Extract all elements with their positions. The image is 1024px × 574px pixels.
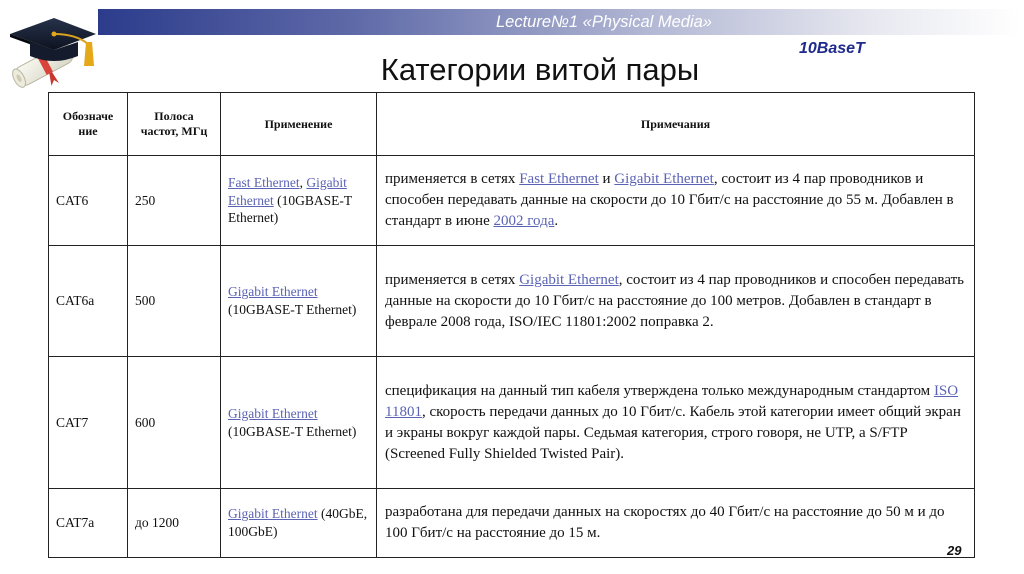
cell-category: CAT7a [49,489,128,558]
table-header-row [49,93,975,156]
cell-bandwidth: 500 [128,246,221,357]
text-run: , скорость передачи данных до 10 Гбит/с. Кабель этой категории имеет общий экран и экраны вокруг каждой пары. Седьмая категория, строго говоря, не UTP, а S/FTP (Screened Fully Shielded Twisted Pair). [385,403,961,462]
cell-application [221,246,377,357]
hyperlink[interactable]: Gigabit Ethernet [519,271,619,288]
text-run: разработана для передачи данных на скоростях до 40 Гбит/с на расстояние до 50 м и до 100 Гбит/с на расстояние до 15 м. [385,504,945,541]
text-run: , [299,174,307,190]
page-number: 29 [947,543,962,558]
header-bar [98,9,1020,35]
cell-category: CAT6 [49,156,128,246]
text-run: применяется в сетях [385,271,520,288]
slide-title: Категории витой пары [380,52,700,87]
hyperlink[interactable]: Fast Ethernet [228,174,300,190]
header-application: Применение [221,93,377,156]
graduation-cap-diploma-icon [2,4,98,94]
cell-bandwidth: до 1200 [128,489,221,558]
cable-categories-table [48,92,975,558]
cell-bandwidth: 250 [128,156,221,246]
cell-category: CAT7 [49,357,128,489]
text-run: (10GBASE-T Ethernet) [228,192,352,226]
hyperlink[interactable]: Fast Ethernet [519,171,599,187]
header-designation: Обозначе ние [49,93,128,156]
text-run: спецификация на данный тип кабеля утверждена только международным стандартом [385,382,934,399]
hyperlink[interactable]: Gigabit Ethernet [228,405,318,421]
cell-notes [377,357,975,489]
cell-application [221,357,377,489]
cell-notes [377,246,975,357]
text-run: , состоит из 4 пар проводников и способен передавать данные на скорости до 10 Гбит/с на расстояние до 55 м. Добавлен в стандарт в июне [385,171,954,229]
table-row [49,357,975,489]
text-run: . [554,213,559,229]
header-bandwidth: Полоса частот, МГц [128,93,221,156]
hyperlink[interactable]: Gigabit Ethernet [228,506,318,522]
cell-category: CAT6a [49,246,128,357]
cell-notes [377,156,975,246]
text-run: (10GBASE-T Ethernet) [228,423,357,439]
text-run: (40GbE, 100GbE) [228,506,368,539]
cell-application [221,489,377,558]
text-run: и [598,171,615,187]
text-run: , состоит из 4 пар проводников и способен передавать данные на скорости до 10 Гбит/с на расстояние до 100 метров. Добавлен в стандарт в феврале 2008 года, ISO/IEC 11801:2002 поправка 2. [385,271,964,330]
hyperlink[interactable]: Gigabit Ethernet [228,284,318,300]
hyperlink[interactable]: 2002 года [493,213,555,229]
lecture-title: Lecture№1 «Physical Media» [496,13,712,31]
hyperlink[interactable]: Gigabit Ethernet [614,171,714,187]
table-row [49,489,975,558]
text-run: (10GBASE-T Ethernet) [228,302,357,317]
table-row [49,246,975,357]
cell-notes [377,489,975,558]
table-row [49,156,975,246]
hyperlink[interactable]: ISO 11801 [385,382,959,420]
topic-tag: 10BaseT [799,40,865,57]
cell-bandwidth: 600 [128,357,221,489]
header-notes: Примечания [377,93,975,156]
hyperlink[interactable]: Gigabit Ethernet [228,174,347,208]
cell-application [221,156,377,246]
text-run: применяется в сетях [385,171,520,187]
